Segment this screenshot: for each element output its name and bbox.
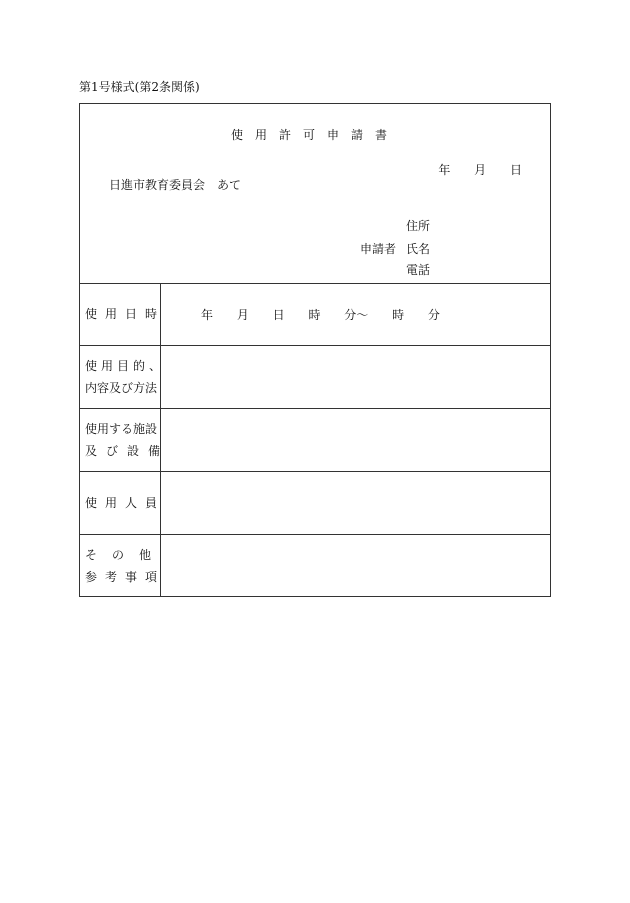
application-date: 年 月 日	[438, 163, 522, 177]
row-other-notes	[80, 535, 550, 597]
form-number: 第1号様式(第2条関係)	[79, 80, 200, 94]
form-rows	[80, 283, 550, 597]
row-label-line: 内容及び方法	[85, 381, 158, 395]
form-header	[80, 104, 550, 284]
row-label-line: 使用人員	[85, 496, 166, 510]
row-value[interactable]	[161, 283, 550, 345]
applicant-address-label: 住所	[406, 219, 431, 233]
row-label-line: 使用する施設	[85, 422, 158, 436]
usage-datetime-field: 年 月 日 時 分～ 時 分	[201, 307, 440, 322]
application-form	[79, 103, 551, 597]
row-label	[80, 346, 166, 408]
row-value[interactable]	[161, 346, 550, 408]
row-label-line: 参考事項	[85, 570, 166, 584]
row-usage-datetime	[80, 283, 550, 346]
row-number-of-users	[80, 472, 550, 535]
applicant-name-label: 氏名	[406, 242, 431, 256]
row-label-line: 及び設備	[85, 444, 170, 458]
row-label-line: 使用日時	[85, 307, 166, 321]
row-value[interactable]	[161, 535, 550, 597]
row-value[interactable]	[161, 472, 550, 534]
row-label	[80, 472, 166, 534]
row-label	[80, 535, 167, 597]
applicant-phone-label: 電話	[406, 263, 431, 277]
row-label	[80, 409, 170, 471]
applicant-label: 申請者	[360, 242, 397, 256]
row-label-line: 使用目的、	[85, 359, 166, 373]
row-facilities	[80, 409, 550, 472]
row-label-line: その他	[85, 548, 167, 562]
row-usage-purpose	[80, 346, 550, 409]
row-label	[80, 283, 166, 345]
row-value[interactable]	[161, 409, 550, 471]
addressee: 日進市教育委員会 あて	[109, 178, 242, 192]
document-title: 使用許可申請書	[230, 128, 399, 142]
